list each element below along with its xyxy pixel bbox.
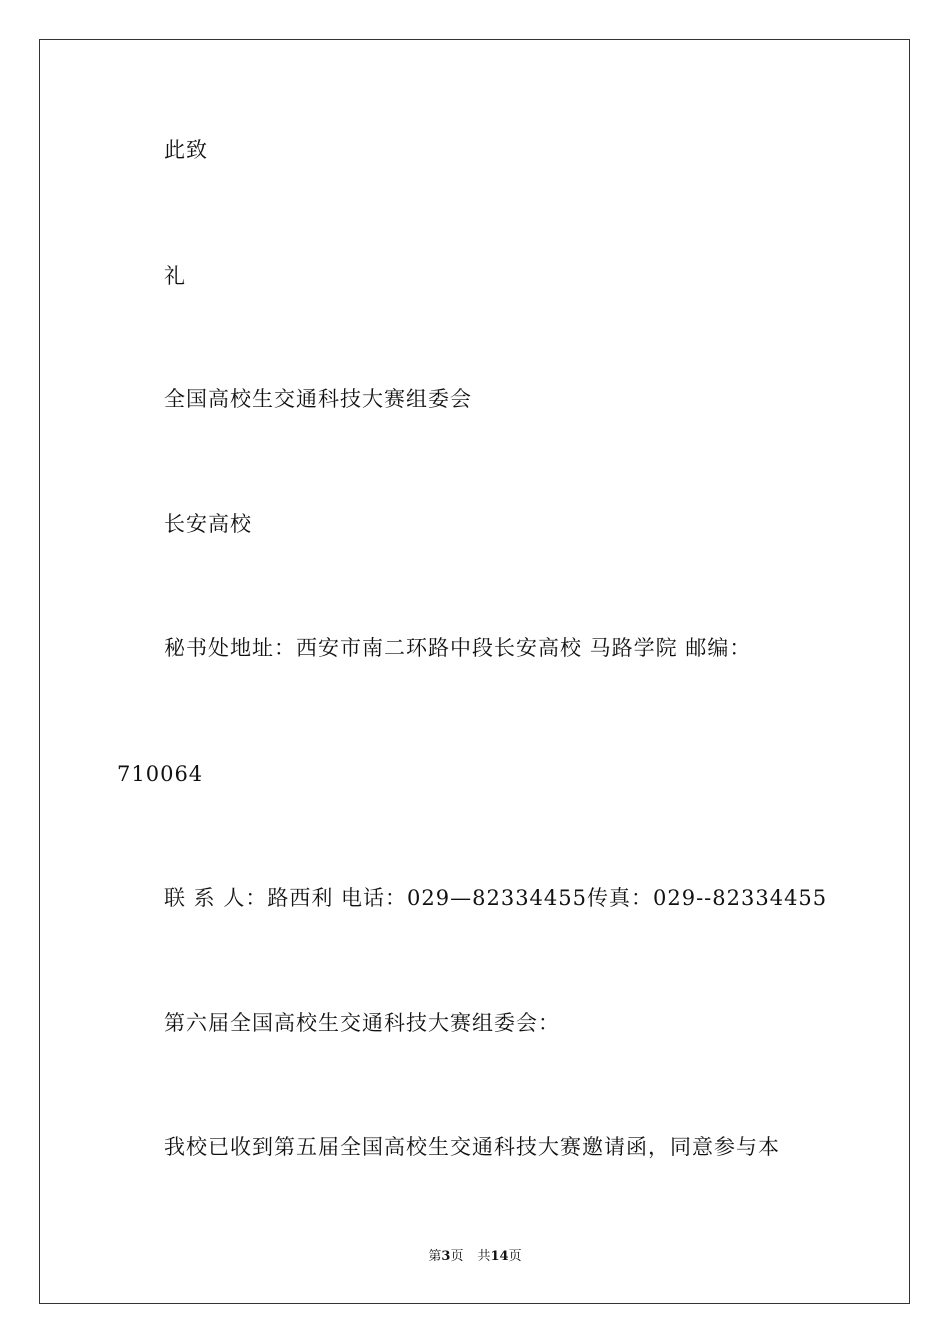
page-total: 14 (490, 1249, 509, 1264)
closing-regards: 礼 (164, 264, 186, 288)
total-suffix: 页 (508, 1249, 522, 1264)
page-current: 3 (441, 1249, 451, 1264)
sender-committee: 全国高校生交通科技大赛组委会 (164, 387, 472, 411)
page-footer (0, 1247, 950, 1267)
closing-salutation: 此致 (164, 138, 208, 162)
reply-addressee: 第六届全国高校生交通科技大赛组委会： (164, 1011, 560, 1035)
page-border (39, 39, 910, 1304)
sender-university: 长安高校 (164, 512, 252, 536)
page-suffix: 页 (450, 1249, 464, 1264)
page-prefix: 第 (428, 1249, 442, 1264)
secretariat-address: 秘书处地址：西安市南二环路中段长安高校 马路学院 邮编： (164, 636, 752, 660)
postal-code: 710064 (117, 762, 204, 786)
reply-body: 我校已收到第五届全国高校生交通科技大赛邀请函，同意参与本 (164, 1135, 780, 1159)
contact-info: 联 系 人：路西利 电话：029—82334455传真：029--82334455 (164, 886, 828, 910)
total-prefix: 共 (477, 1249, 491, 1264)
